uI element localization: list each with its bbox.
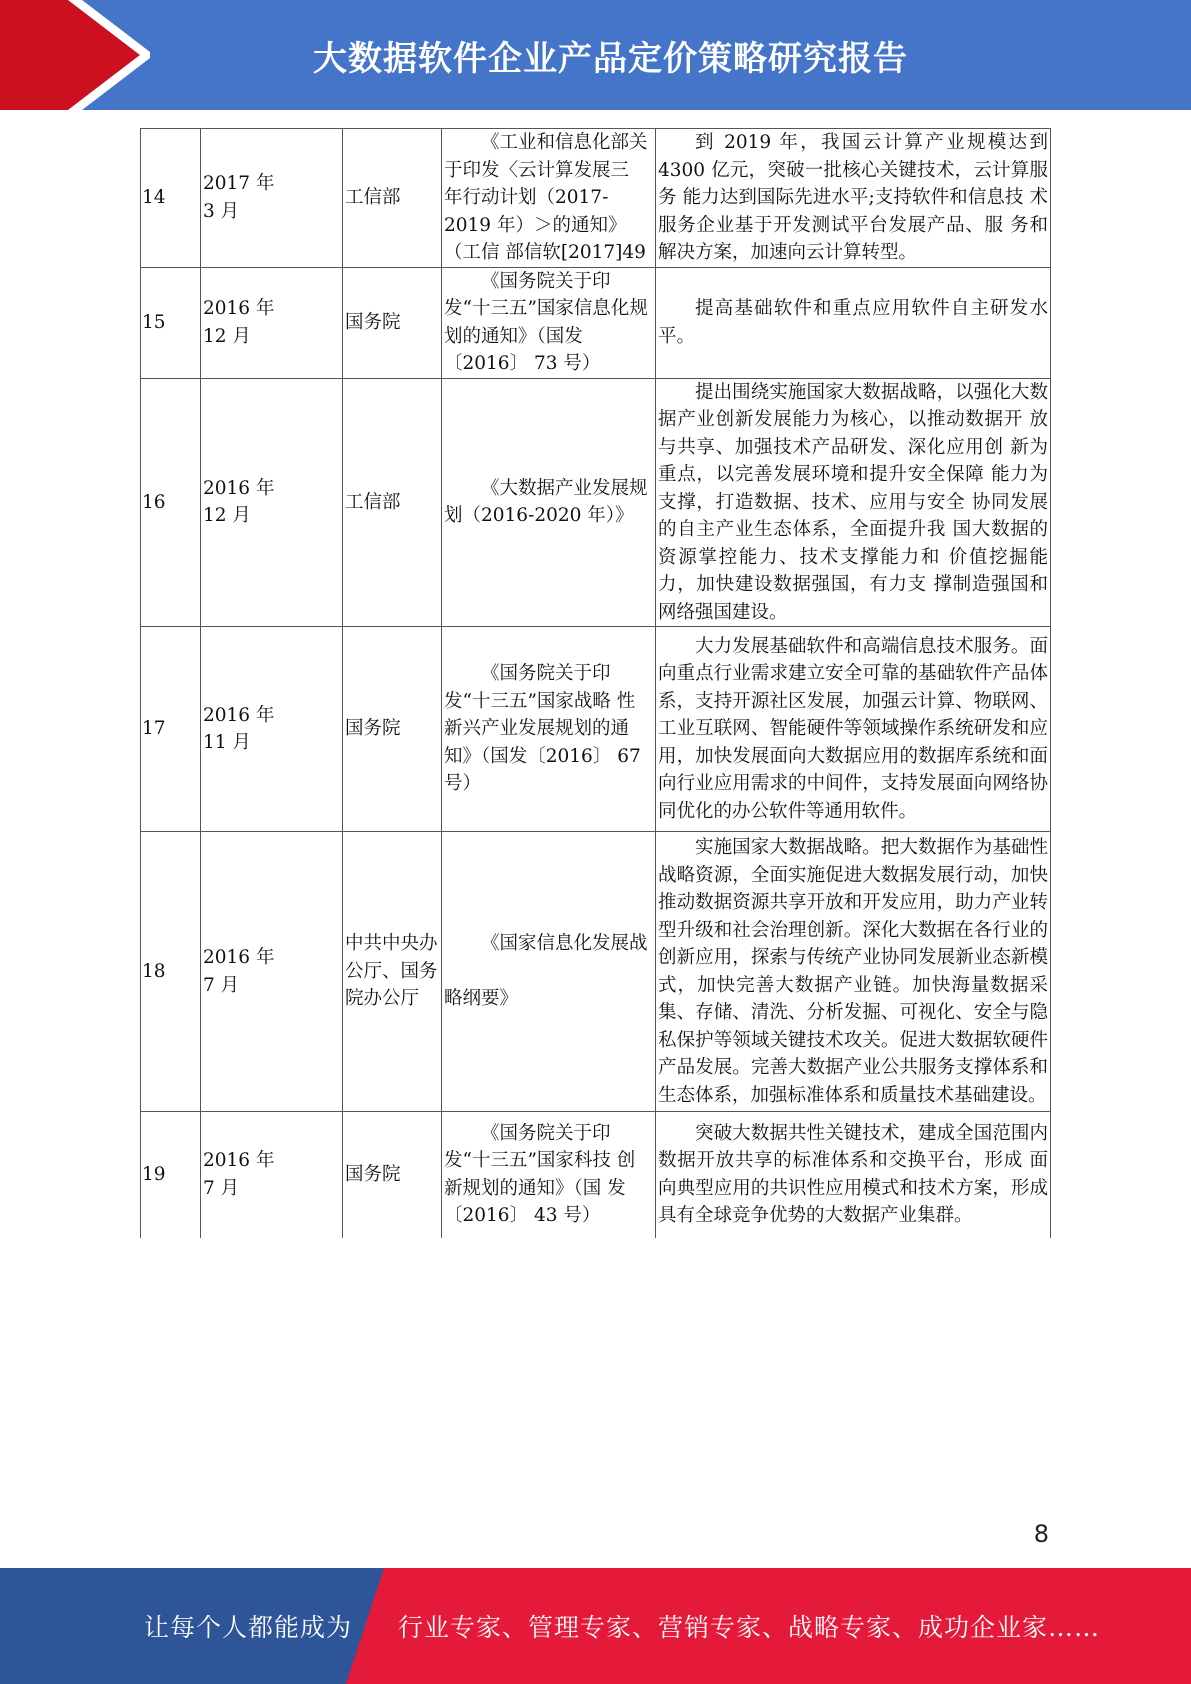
- row-policy-document: [442, 627, 656, 832]
- row-policy-content-text: 提高基础软件和重点应用软件自主研发水 平。: [658, 298, 1048, 347]
- row-number-text: 17: [142, 718, 166, 740]
- row-policy-content-text: 实施国家大数据战略。把大数据作为基础性 战略资源，全面实施促进大数据发展行动，加快推动数据资源共享开放和开发应用，助力产业转型升级和社会治理创新。深化大数据在各行业的创新应用，探索与传统产业协同发展新业态新模式，加快完善大数据产业链。加快海量数据采集、存储、清洗、分析发掘、可视化、安全与隐私保护等领域关键技术攻关。促进大数据软硬件产品发展。完善大数据产业公共服务支撑体系和生态体系，加强标准体系和质量技术基础建设。: [658, 837, 1048, 1106]
- footer-banner: [0, 1568, 1191, 1684]
- table-row: [141, 627, 1051, 832]
- row-policy-document: [442, 1112, 656, 1238]
- table-row: [141, 267, 1051, 378]
- row-policy-document-text: 《国务院关于印发“十三五”国家信息化规划的通知》（国发〔2016〕 73 号）: [444, 270, 648, 374]
- document-title: 大数据软件企业产品定价策略研究报告: [313, 38, 908, 79]
- table-row: [141, 378, 1051, 627]
- row-policy-document-text: 《大数据产业发展规 划（2016-2020 年）》: [444, 477, 648, 527]
- row-policy-document-text: 《国务院关于印发“十三五”国家科技 创新规划的通知》（国 发〔2016〕 43 号）: [444, 1122, 636, 1227]
- row-number: [141, 832, 201, 1112]
- row-date: [201, 267, 343, 378]
- row-policy-content-text: 大力发展基础软件和高端信息技术服务。面 向重点行业需求建立安全可靠的基础软件产品体系，支持开源社区发展，加强云计算、物联网、工业互联网、智能硬件等领域操作系统研发和应用，加快发展面向大数据应用的数据库系统和面向行业应用需求的中间件，支持发展面向网络协同优化的办公软件等通用软件。: [658, 635, 1048, 822]
- row-department-text: 工信部: [345, 491, 401, 513]
- row-number: [141, 627, 201, 832]
- row-date-text: 2017 年 3 月: [203, 173, 275, 222]
- row-number: [141, 267, 201, 378]
- row-number-text: 16: [142, 491, 166, 513]
- header-banner: [0, 0, 1191, 110]
- row-department-text: 中共中央办公厅、国务院办公厅: [345, 933, 438, 1010]
- page-number: 8: [1033, 1520, 1049, 1548]
- row-number: [141, 378, 201, 627]
- row-policy-content: [656, 832, 1051, 1112]
- row-date-text: 2016 年 7 月: [203, 947, 275, 996]
- row-policy-document: [442, 267, 656, 378]
- table-row: [141, 1112, 1051, 1238]
- row-policy-content-text: 提出围绕实施国家大数据战略，以强化大数 据产业创新发展能力为核心，以推动数据开 放与共享、加强技术产品研发、深化应用创 新为重点，以完善发展环境和提升安全保障 能力为支撑，打造数据、技术、应用与安全 协同发展的自主产业生态体系，全面提升我 国大数据的资源掌控能力、技术支撑能力和 价值挖掘能力，加快建设数据强国，有力支 撑制造强国和网络强国建设。: [658, 381, 1048, 623]
- row-number-text: 14: [142, 187, 166, 208]
- row-department: [343, 627, 442, 832]
- row-date: [201, 627, 343, 832]
- row-date-text: 2016 年 12 月: [203, 298, 275, 347]
- row-department: [343, 832, 442, 1112]
- row-department-text: 国务院: [345, 718, 401, 740]
- policy-table: [140, 128, 1051, 1238]
- row-date: [201, 378, 343, 627]
- row-policy-document: [442, 129, 656, 268]
- footer-slogan-right: 行业专家、管理专家、营销专家、战略专家、成功企业家……: [398, 1613, 1101, 1642]
- row-number-text: 18: [142, 960, 166, 982]
- row-policy-content: [656, 378, 1051, 627]
- row-policy-content: [656, 267, 1051, 378]
- row-date: [201, 1112, 343, 1238]
- row-number: [141, 129, 201, 268]
- row-policy-content: [656, 627, 1051, 832]
- row-policy-document-text: 《国务院关于印发“十三五”国家战略 性新兴产业发展规划的通知》（国发〔2016〕 67 号）: [444, 663, 641, 795]
- row-number-text: 19: [142, 1164, 166, 1185]
- row-department: [343, 1112, 442, 1238]
- row-date-text: 2016 年 7 月: [203, 1150, 275, 1199]
- row-date: [201, 129, 343, 268]
- row-department: [343, 129, 442, 268]
- row-policy-content-text: 到 2019 年，我国云计算产业规模达到4300 亿元，突破一批核心关键技术，云计算服务 能力达到国际先进水平;支持软件和信息技 术服务企业基于开发测试平台发展产品、服 务和解决方案，加速向云计算转型。: [658, 132, 1048, 263]
- row-policy-document: [442, 378, 656, 627]
- row-policy-document-text: 《国家信息化发展战 略纲要》: [444, 933, 648, 1010]
- row-policy-document-text: 《工业和信息化部关 于印发〈云计算发展三 年行动计划（2017-2019 年）＞的通知》（工信 部信软[2017]49: [444, 132, 648, 263]
- row-policy-content-text: 突破大数据共性关键技术，建成全国范围内 数据开放共享的标准体系和交换平台，形成 面向典型应用的共识性应用模式和技术方案，形成具有全球竞争优势的大数据产业集群。: [658, 1122, 1048, 1227]
- row-department: [343, 267, 442, 378]
- table-row: [141, 832, 1051, 1112]
- row-policy-content: [656, 1112, 1051, 1238]
- row-number-text: 15: [142, 311, 166, 333]
- footer-slogan-left: 让每个人都能成为: [144, 1613, 353, 1642]
- row-department-text: 国务院: [345, 311, 401, 333]
- row-date-text: 2016 年 12 月: [203, 477, 275, 527]
- row-department: [343, 378, 442, 627]
- row-policy-document: [442, 832, 656, 1112]
- row-department-text: 工信部: [345, 187, 401, 208]
- row-number: [141, 1112, 201, 1238]
- table-row: [141, 129, 1051, 268]
- row-policy-content: [656, 129, 1051, 268]
- row-date: [201, 832, 343, 1112]
- row-date-text: 2016 年 11 月: [203, 704, 275, 753]
- row-department-text: 国务院: [345, 1164, 401, 1185]
